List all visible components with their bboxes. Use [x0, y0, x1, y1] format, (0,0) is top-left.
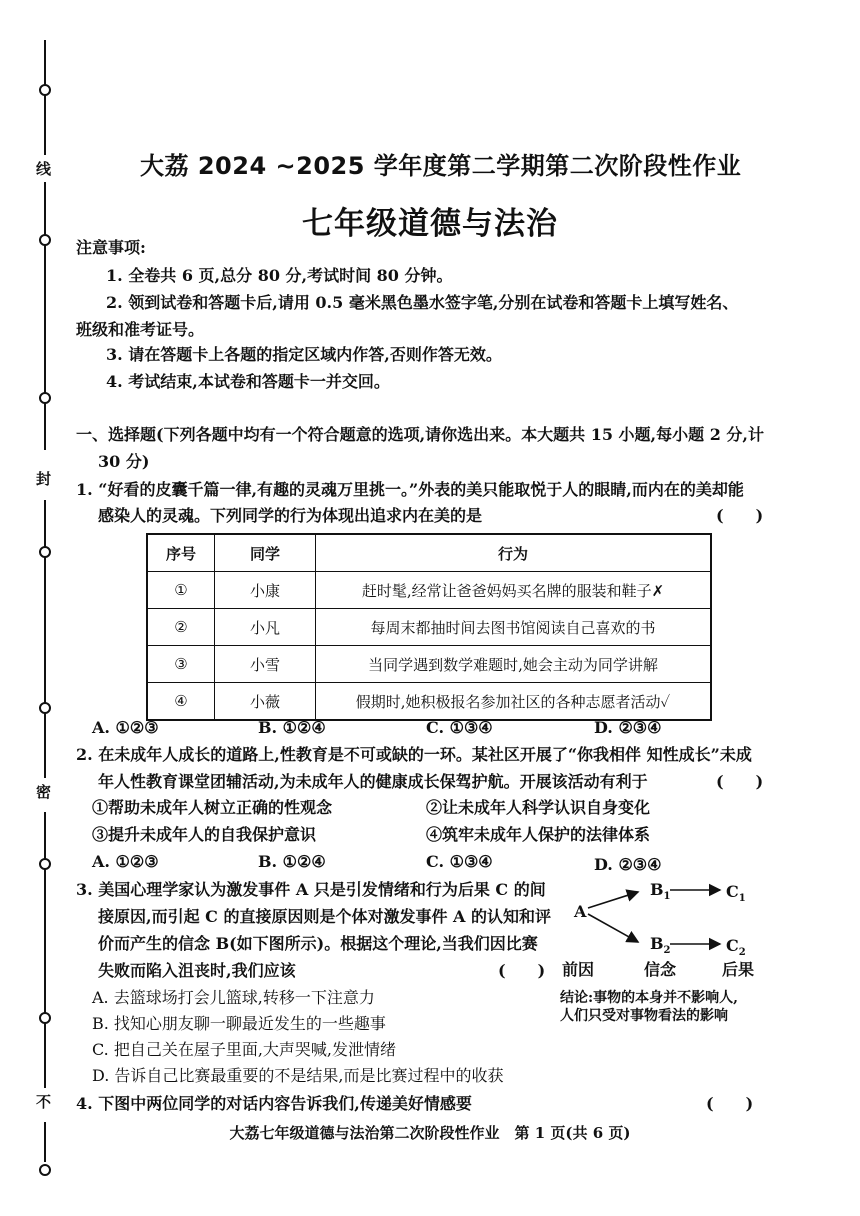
conclusion-line: 人们只受对事物看法的影响 — [560, 1008, 728, 1024]
q1-answer-blank: ( ) — [716, 506, 764, 525]
notice-item: 班级和准考证号。 — [76, 320, 205, 339]
section-heading: 一、选择题(下列各题中均有一个符合题意的选项,请你选出来。本大题共 15 小题,每小题 2 分,计 — [76, 425, 764, 444]
cell-behavior — [316, 683, 712, 721]
binding-hole — [39, 546, 51, 558]
table-header-row — [147, 534, 711, 572]
cell-behavior: 当同学遇到数学难题时,她会主动为同学讲解 — [316, 646, 712, 683]
binding-hole — [39, 392, 51, 404]
notice-heading: 注意事项: — [76, 238, 146, 257]
table-row — [147, 683, 711, 721]
node-c1-letter: C — [726, 882, 739, 901]
binding-line — [44, 500, 46, 780]
q1-option-c[interactable]: C. ①③④ — [426, 718, 493, 737]
cell-student: 小康 — [215, 572, 316, 609]
behavior-table — [146, 533, 712, 721]
q3-stem: 3. 美国心理学家认为激发事件 A 只是引发情绪和行为后果 C 的间 — [76, 880, 546, 899]
cell-student: 小凡 — [215, 609, 316, 646]
cell-number: ① — [147, 572, 215, 609]
table-row — [147, 572, 711, 609]
cell-behavior — [316, 572, 712, 609]
q2-answer-blank: ( ) — [716, 772, 764, 791]
binding-char-xian: 线 — [36, 155, 51, 182]
q3-option-b[interactable]: B. 找知心朋友聊一聊最近发生的一些趣事 — [92, 1014, 386, 1033]
binding-line — [44, 812, 46, 1102]
notice-item: 1. 全卷共 6 页,总分 80 分,考试时间 80 分钟。 — [106, 266, 453, 285]
cross-mark: ✗ — [651, 581, 665, 600]
cell-student: 小雪 — [215, 646, 316, 683]
q2-statement: ①帮助未成年人树立正确的性观念 — [92, 798, 333, 817]
subject-title: 七年级道德与法治 — [302, 206, 558, 242]
notice-item: 4. 考试结束,本试卷和答题卡一并交回。 — [106, 372, 390, 391]
node-c2-letter: C — [726, 936, 739, 955]
arrow-a-b1 — [588, 892, 638, 908]
q2-option-c[interactable]: C. ①③④ — [426, 852, 493, 871]
binding-hole — [39, 858, 51, 870]
cell-behavior-text: 假期时,她积极报名参加社区的各种志愿者活动 — [355, 692, 661, 711]
label-cause: 前因 — [562, 960, 595, 979]
check-mark: ✓ — [660, 692, 671, 711]
binding-char-feng: 封 — [36, 465, 51, 492]
cell-student: 小薇 — [215, 683, 316, 721]
node-b2-letter: B — [650, 934, 664, 953]
conclusion-line: 结论:事物的本身并不影响人, — [560, 990, 739, 1006]
q1-stem-cont: 感染人的灵魂。下列同学的行为体现出追求内在美的是 — [98, 506, 483, 525]
q3-option-d[interactable]: D. 告诉自己比赛最重要的不是结果,而是比赛过程中的收获 — [92, 1066, 504, 1085]
col-header-number: 序号 — [147, 534, 215, 572]
q2-statement: ④筑牢未成年人保护的法律体系 — [426, 825, 651, 844]
node-b2-sub: 2 — [663, 945, 671, 957]
node-b1-sub: 1 — [663, 891, 671, 903]
cell-behavior-text: 赶时髦,经常让爸爸妈妈买名牌的服装和鞋子 — [361, 581, 652, 600]
binding-hole — [39, 1012, 51, 1024]
node-b1 — [650, 880, 671, 907]
q2-option-b[interactable]: B. ①②④ — [258, 852, 326, 871]
q3-stem-cont: 价而产生的信念 B(如下图所示)。根据这个理论,当我们因比赛 — [98, 934, 538, 953]
notice-item: 2. 领到试卷和答题卡后,请用 0.5 毫米黑色墨水签字笔,分别在试卷和答题卡上填写姓名、 — [106, 293, 739, 312]
notice-item: 3. 请在答题卡上各题的指定区域内作答,否则作答无效。 — [106, 345, 502, 364]
node-c2-sub: 2 — [738, 947, 746, 959]
q2-statement: ③提升未成年人的自我保护意识 — [92, 825, 317, 844]
section-heading-cont: 30 分) — [98, 452, 150, 471]
col-header-student: 同学 — [215, 534, 316, 572]
q1-option-a[interactable]: A. ①②③ — [92, 718, 159, 737]
label-belief: 信念 — [644, 960, 677, 979]
q2-option-a[interactable]: A. ①②③ — [92, 852, 159, 871]
table-row — [147, 646, 711, 683]
node-b2 — [650, 934, 671, 961]
q3-answer-blank: ( ) — [498, 961, 546, 980]
page-footer: 大荔七年级道德与法治第二次阶段性作业 第 1 页(共 6 页) — [229, 1124, 631, 1142]
q3-stem-cont: 接原因,而引起 C 的直接原因则是个体对激发事件 A 的认知和评 — [98, 907, 552, 926]
cell-number: ④ — [147, 683, 215, 721]
binding-hole — [39, 84, 51, 96]
q4-stem: 4. 下图中两位同学的对话内容告诉我们,传递美好情感要 — [76, 1094, 472, 1113]
node-c1-sub: 1 — [738, 893, 746, 905]
node-c1 — [726, 882, 746, 909]
binding-char-bu: 不 — [36, 1088, 51, 1115]
label-consequence: 后果 — [722, 960, 755, 979]
q2-stem: 2. 在未成年人成长的道路上,性教育是不可或缺的一环。某社区开展了“你我相伴 知性成长”未成 — [76, 745, 752, 764]
cell-behavior: 每周末都抽时间去图书馆阅读自己喜欢的书 — [316, 609, 712, 646]
q2-statement: ②让未成年人科学认识自身变化 — [426, 798, 651, 817]
node-a: A — [574, 902, 587, 921]
q4-answer-blank: ( ) — [706, 1094, 754, 1113]
q2-option-d[interactable]: D. ②③④ — [594, 855, 662, 874]
col-header-behavior: 行为 — [316, 534, 712, 572]
binding-hole — [39, 702, 51, 714]
node-b1-letter: B — [650, 880, 664, 899]
cell-number: ② — [147, 609, 215, 646]
table-row — [147, 609, 711, 646]
cell-number: ③ — [147, 646, 215, 683]
binding-hole — [39, 1164, 51, 1176]
abc-arrows — [560, 872, 820, 972]
abc-theory-diagram — [560, 872, 820, 1032]
q1-option-b[interactable]: B. ①②④ — [258, 718, 326, 737]
q3-stem-cont: 失败而陷入沮丧时,我们应该 — [98, 961, 296, 980]
exam-title: 大荔 2024 ~2025 学年度第二学期第二次阶段性作业 — [140, 152, 742, 180]
q1-option-d[interactable]: D. ②③④ — [594, 718, 662, 737]
q1-stem: 1. “好看的皮囊千篇一律,有趣的灵魂万里挑一。”外表的美只能取悦于人的眼睛,而内在的美却能 — [76, 480, 744, 499]
arrow-a-b2 — [588, 914, 638, 942]
q3-option-c[interactable]: C. 把自己关在屋子里面,大声哭喊,发泄情绪 — [92, 1040, 397, 1059]
binding-char-mi: 密 — [36, 778, 51, 805]
q2-stem-cont: 年人性教育课堂团辅活动,为未成年人的健康成长保驾护航。开展该活动有利于 — [98, 772, 648, 791]
q3-option-a[interactable]: A. 去篮球场打会儿篮球,转移一下注意力 — [92, 988, 375, 1007]
